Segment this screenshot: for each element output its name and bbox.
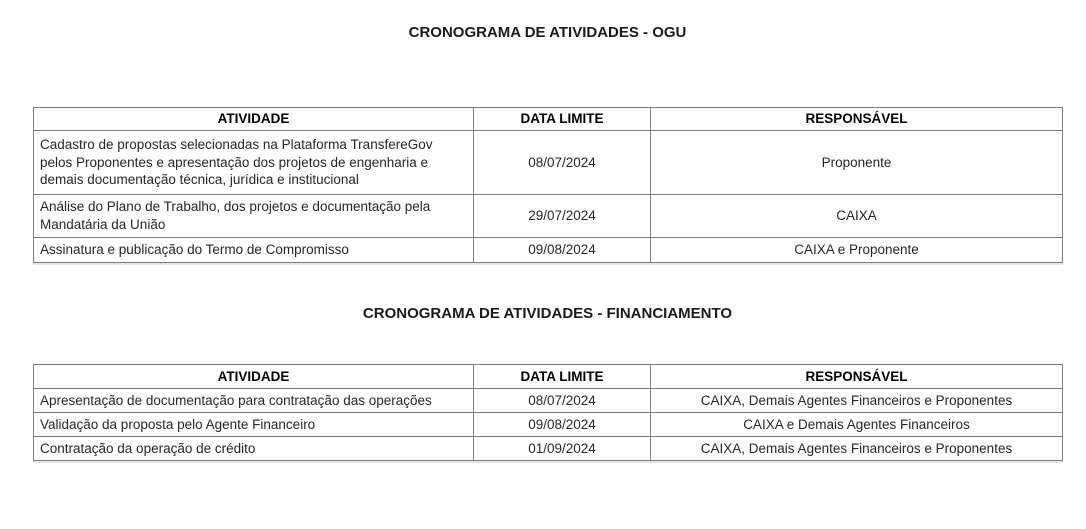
financing-schedule-table (33, 364, 1063, 461)
table-header-row (34, 108, 1063, 131)
deadline-cell: 08/07/2024 (474, 389, 651, 413)
column-header-data-limite: DATA LIMITE (474, 108, 651, 131)
responsible-cell: CAIXA (651, 195, 1063, 238)
financing-schedule-title: CRONOGRAMA DE ATIVIDADES - FINANCIAMENTO (362, 305, 733, 322)
column-header-atividade: ATIVIDADE (34, 365, 474, 389)
responsible-cell: CAIXA, Demais Agentes Financeiros e Proponentes (651, 437, 1063, 461)
table-row (34, 238, 1063, 263)
activity-cell: Assinatura e publicação do Termo de Compromisso (34, 238, 474, 263)
column-header-responsavel: RESPONSÁVEL (651, 108, 1063, 131)
responsible-cell: CAIXA e Proponente (651, 238, 1063, 263)
table-row (34, 131, 1063, 195)
activity-cell: Apresentação de documentação para contratação das operações (34, 389, 474, 413)
activity-cell: Validação da proposta pelo Agente Financeiro (34, 413, 474, 437)
column-header-data-limite: DATA LIMITE (474, 365, 651, 389)
column-header-atividade: ATIVIDADE (34, 108, 474, 131)
table-row (34, 413, 1063, 437)
ogu-schedule-table (33, 107, 1063, 263)
deadline-cell: 29/07/2024 (474, 195, 651, 238)
table-row (34, 195, 1063, 238)
ogu-schedule-title: CRONOGRAMA DE ATIVIDADES - OGU (408, 24, 687, 41)
responsible-cell: CAIXA e Demais Agentes Financeiros (651, 413, 1063, 437)
activity-cell: Análise do Plano de Trabalho, dos projetos e documentação pela Mandatária da União (34, 195, 474, 238)
table-header-row (34, 365, 1063, 389)
deadline-cell: 08/07/2024 (474, 131, 651, 195)
deadline-cell: 01/09/2024 (474, 437, 651, 461)
table-row (34, 389, 1063, 413)
responsible-cell: CAIXA, Demais Agentes Financeiros e Proponentes (651, 389, 1063, 413)
activity-cell: Cadastro de propostas selecionadas na Plataforma TransfereGov pelos Proponentes e apresentação dos projetos de engenharia e demais documentação técnica, jurídica e institucional (34, 131, 474, 195)
deadline-cell: 09/08/2024 (474, 238, 651, 263)
deadline-cell: 09/08/2024 (474, 413, 651, 437)
responsible-cell: Proponente (651, 131, 1063, 195)
table-row (34, 437, 1063, 461)
activity-cell: Contratação da operação de crédito (34, 437, 474, 461)
column-header-responsavel: RESPONSÁVEL (651, 365, 1063, 389)
